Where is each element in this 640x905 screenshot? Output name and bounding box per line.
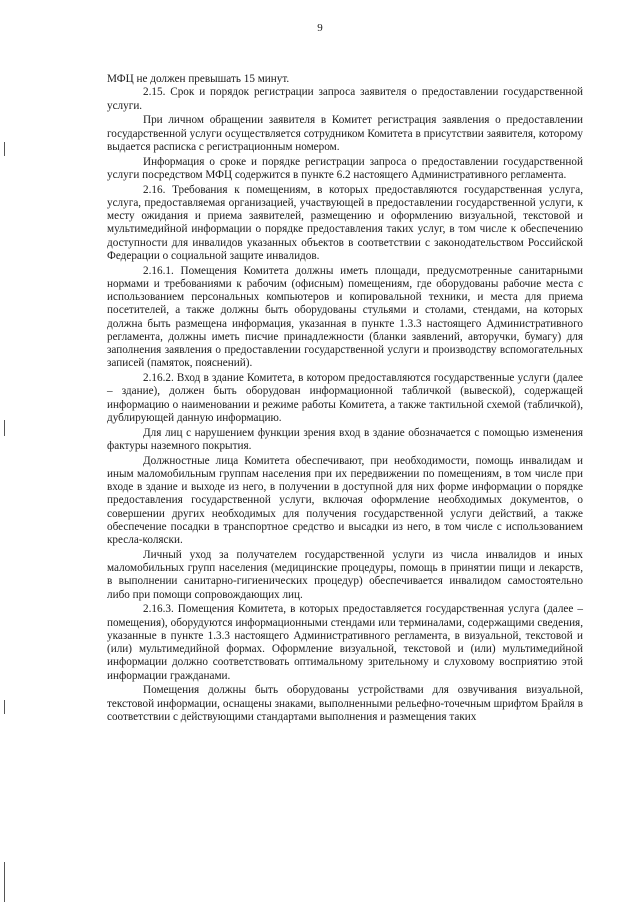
paragraph: 2.16.2. Вход в здание Комитета, в котором предоставляются государственные услуги (далее – здание), должен быть оборудован информационной табличкой (вывеской), содержащей информацию о наименовании и режиме работы Комитета, а также тактильной схемой (табличкой), дублирующей данную информацию. (107, 372, 583, 424)
paragraph: Информация о сроке и порядке регистрации запроса о предоставлении государственной услуги посредством МФЦ содержится в пункте 6.2 настоящего Административного регламента. (107, 155, 583, 181)
page-number: 9 (317, 22, 323, 34)
document-body (107, 73, 583, 724)
paragraph: 2.16.3. Помещения Комитета, в которых предоставляется государственная услуга (далее – помещения), оборудуются информационными стендами или терминалами, содержащими сведения, указанные в пункте 1.3.3 настоящего Административного регламента, в визуальной, текстовой и (или) мультимедийной формах. Оформление визуальной, текстовой и (или) мультимедийной информации должно соответствовать оптимальному зрительному и слуховому восприятию этой информации гражданами. (107, 603, 583, 682)
paragraph: 2.16. Требования к помещениям, в которых предоставляются государственная услуга, услуга, предоставляемая организацией, участвующей в предоставлении государственной услуги, к месту ожидания и приема заявителей, размещению и оформлению визуальной, текстовой и мультимедийной информации о порядке предоставления таких услуг, в том числе к обеспечению доступности для инвалидов указанных объектов в соответствии с законодательством Российской Федерации о социальной защите инвалидов. (107, 183, 583, 262)
margin-scan-line (4, 700, 5, 714)
paragraph: Личный уход за получателем государственной услуги из числа инвалидов и иных маломобильных групп населения (медицинские процедуры, помощь в принятии пищи и лекарств, в выполнении санитарно-гигиенических процедур) обеспечивается инвалидом самостоятельно либо при помощи сопровождающих лиц. (107, 548, 583, 601)
paragraph: Должностные лица Комитета обеспечивают, при необходимости, помощь инвалидам и иным маломобильным группам населения при их передвижении по помещениям, в том числе при входе в здание и выходе из него, в получении в доступной для них форме информации о порядке предоставления государственной услуги, включая оформление необходимых документов, о совершении других необходимых для получения государственной услуги действий, а также обеспечение посадки в транспортное средство и высадки из него, в том числе с использованием кресла-коляски. (107, 454, 583, 546)
margin-scan-line (4, 420, 5, 436)
paragraph: При личном обращении заявителя в Комитет регистрация заявления о предоставлении государственной услуги осуществляется сотрудником Комитета в присутствии заявителя, которому выдается расписка с регистрационным номером. (107, 114, 583, 153)
margin-scan-line (4, 862, 5, 902)
paragraph: МФЦ не должен превышать 15 минут. (107, 73, 290, 85)
paragraph: Для лиц с нарушением функции зрения вход в здание обозначается с помощью изменения фактуры наземного покрытия. (107, 426, 583, 452)
margin-scan-line (4, 142, 5, 156)
paragraph: 2.16.1. Помещения Комитета должны иметь площади, предусмотренные санитарными нормами и требованиями к рабочим (офисным) помещениям, где оборудованы рабочие места с использованием персональных компьютеров и копировальной техники, и места для приема посетителей, а также должны быть оборудованы стульями и столами, стендами, на которых должна быть размещена информация, указанная в пункте 1.3.3 настоящего Административного регламента, должны иметь писчие принадлежности (бланки заявлений, авторучки, бумагу) для заполнения заявления о предоставлении государственной услуги и производству вспомогательных записей (памяток, пояснений). (107, 264, 583, 370)
paragraph: Помещения должны быть оборудованы устройствами для озвучивания визуальной, текстовой информации, оснащены знаками, выполненными рельефно-точечным шрифтом Брайля в соответствии с действующими стандартами выполнения и размещения таких (107, 684, 583, 723)
paragraph: 2.15. Срок и порядок регистрации запроса заявителя о предоставлении государственной услуги. (107, 86, 583, 112)
